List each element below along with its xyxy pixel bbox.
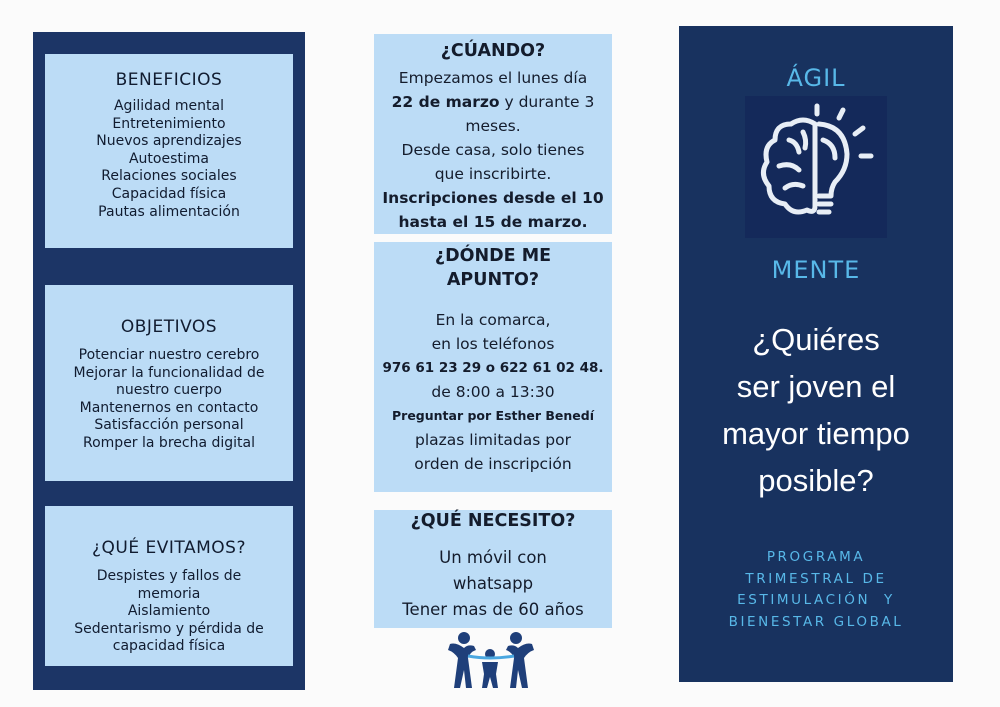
- cuando-line: que inscribirte.: [434, 165, 552, 183]
- list-item: Potenciar nuestro cerebro: [78, 347, 260, 363]
- program-subtitle: [679, 547, 953, 633]
- donde-line: En la comarca,: [435, 311, 551, 329]
- necesito-box: [374, 510, 612, 628]
- list-item: Despistes y fallos de: [96, 568, 242, 584]
- list-item: Agilidad mental: [113, 98, 225, 114]
- objetivos-box: [45, 285, 293, 481]
- brain-lightbulb-icon: [745, 96, 887, 238]
- evitamos-box: [45, 506, 293, 666]
- evitamos-title: ¿QUÉ EVITAMOS?: [92, 538, 246, 558]
- donde-box: [374, 242, 612, 492]
- cuando-title: ¿CÚANDO?: [440, 41, 546, 61]
- donde-contact: Preguntar por Esther Benedí: [392, 408, 594, 423]
- list-item: Romper la brecha digital: [83, 434, 255, 451]
- cuando-inscripciones: Inscripciones desde el 10: [382, 189, 604, 207]
- cuando-inscripciones: hasta el 15 de marzo.: [398, 213, 588, 231]
- donde-title: APUNTO?: [446, 270, 540, 290]
- list-item: Mejorar la funcionalidad de: [73, 364, 265, 381]
- headline-line: ser joven el: [736, 369, 896, 404]
- cuando-date: 22 de marzo: [391, 93, 500, 111]
- program-line: BIENESTAR GLOBAL: [728, 613, 904, 630]
- headline-line: mayor tiempo: [722, 416, 910, 451]
- necesito-line: Un móvil con: [439, 548, 547, 567]
- donde-line: en los teléfonos: [431, 335, 555, 353]
- necesito-line: whatsapp: [452, 574, 534, 593]
- cuando-line: Desde casa, solo tienes: [401, 141, 585, 159]
- list-item: Capacidad física: [111, 185, 227, 202]
- beneficios-title: BENEFICIOS: [115, 70, 223, 90]
- headline-question: [687, 316, 945, 504]
- necesito-title: ¿QUÉ NECESITO?: [410, 511, 576, 531]
- beneficios-box: [45, 54, 293, 248]
- cuando-box: [374, 34, 612, 234]
- family-icon: [446, 630, 536, 690]
- list-item: Mantenernos en contacto: [79, 399, 259, 416]
- donde-hours: de 8:00 a 13:30: [431, 383, 555, 401]
- headline-line: ¿Quiéres: [752, 322, 880, 357]
- cuando-line-rest: y durante 3: [499, 93, 595, 111]
- program-line: ESTIMULACIÓN Y: [737, 592, 895, 608]
- list-item: capacidad física: [112, 638, 226, 655]
- donde-title: ¿DÓNDE ME: [434, 246, 552, 266]
- donde-phones: 976 61 23 29 o 622 61 02 48.: [382, 360, 604, 376]
- list-item: Nuevos aprendizajes: [96, 133, 242, 150]
- program-line: TRIMESTRAL DE: [745, 570, 887, 587]
- left-panel: [33, 32, 305, 690]
- word-agil: ÁGIL: [786, 64, 846, 92]
- cuando-line: Empezamos el lunes día: [398, 69, 588, 87]
- objetivos-title: OBJETIVOS: [120, 317, 218, 337]
- cuando-line: meses.: [465, 117, 521, 135]
- list-item: Entretenimiento: [112, 115, 226, 132]
- word-mente: MENTE: [771, 256, 861, 284]
- objetivos-list: [45, 347, 293, 453]
- program-line: PROGRAMA: [766, 549, 866, 565]
- headline-line: posible?: [758, 463, 874, 498]
- list-item: Pautas alimentación: [98, 203, 240, 220]
- list-item: Autoestima: [128, 150, 209, 167]
- donde-line: orden de inscripción: [414, 455, 572, 473]
- donde-line: plazas limitadas por: [415, 431, 571, 449]
- necesito-line: Tener mas de 60 años: [402, 600, 584, 619]
- list-item: memoria: [137, 585, 201, 602]
- list-item: Aislamiento: [127, 603, 211, 620]
- list-item: nuestro cuerpo: [116, 382, 222, 399]
- list-item: Satisfacción personal: [94, 417, 244, 434]
- cover-panel: [679, 26, 953, 682]
- beneficios-list: [45, 98, 293, 221]
- cuando-line: [374, 90, 612, 114]
- evitamos-list: [45, 568, 293, 656]
- list-item: Relaciones sociales: [101, 168, 237, 185]
- list-item: Sedentarismo y pérdida de: [74, 620, 264, 637]
